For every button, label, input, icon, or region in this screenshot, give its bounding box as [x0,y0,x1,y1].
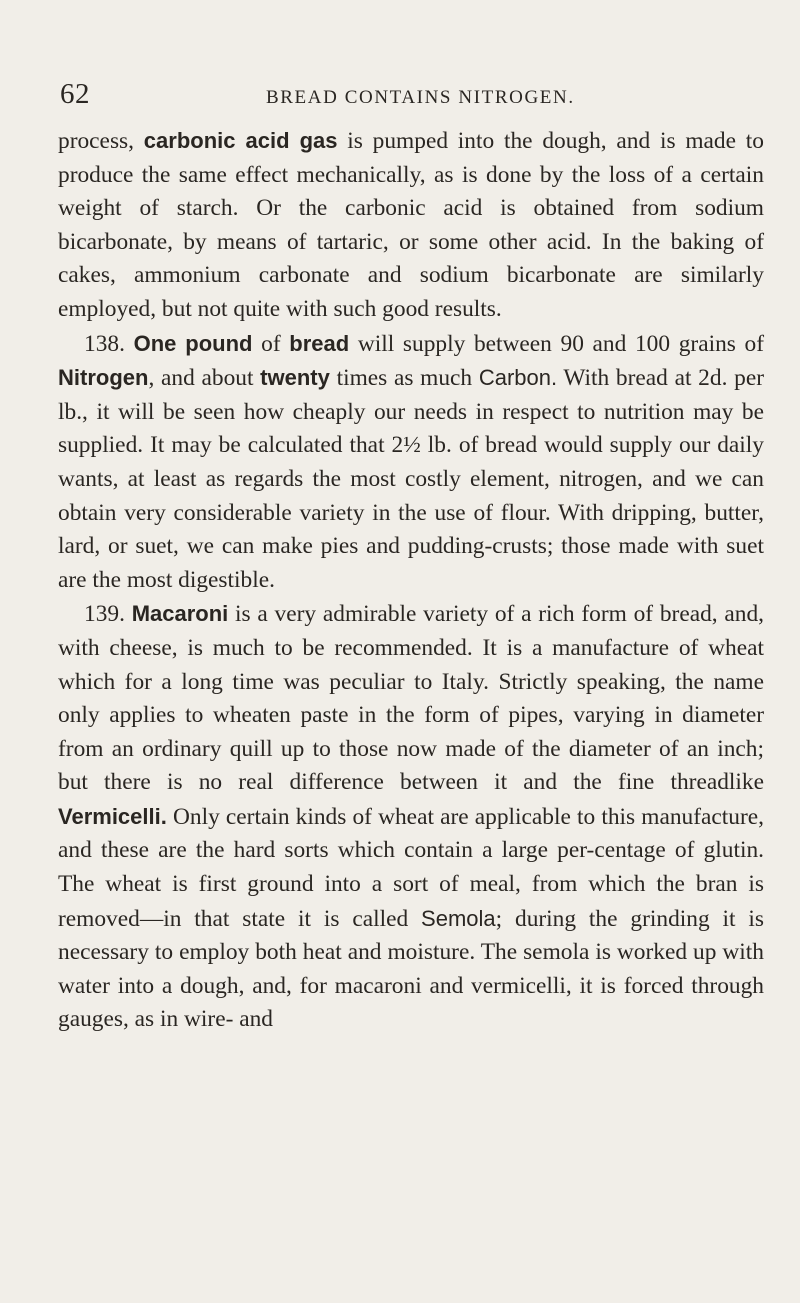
emphasis-macaroni: Macaroni [131,601,229,627]
paragraph-continuation [58,124,764,327]
emphasis-semola: Semola [421,905,496,931]
text-run: ; during the grinding it is necessary to employ both heat and moisture. The semola is worked up with water into a dough, and, for macaroni and vermicelli, it is forced through gauges, as in wire- and [58,905,764,1033]
text-run: of [252,330,290,357]
paragraph-139 [58,597,764,1037]
section-number: 139. [84,601,132,628]
text-run: will supply between 90 and 100 grains of [349,330,765,357]
running-head [60,78,760,112]
emphasis-bread: bread [289,330,350,356]
paragraph-138 [58,327,764,598]
emphasis-vermicelli: Vermicelli. [58,803,167,829]
text-run: With bread at 2d. per lb., it will be seen how cheaply our needs in respect to nutrition may be supplied. It may be calculated that 2½ lb. of bread would supply our daily wants, at least as regards the most costly element, nitrogen, and we can obtain very considerable variety in the use of flour. With dripping, butter, lard, or suet, we can make pies and pudding-crusts; those made with suet are the most digestible. [58,365,764,593]
emphasis-carbon: Carbon. [478,365,558,391]
text-run: , and about [148,365,261,392]
text-run: times as much [329,365,479,392]
section-number: 138. [84,330,134,357]
emphasis-carbonic-acid: carbonic acid gas [143,128,338,153]
emphasis-one-pound: One pound [133,330,253,356]
text-run: process, [58,128,144,154]
emphasis-twenty: twenty [260,365,330,391]
text-run: Only certain kinds of wheat are applicable to this manufacture, and these are the hard sorts which contain a large per-centage of glutin. The wheat is first ground into a sort of meal, from which the bran is removed—in that state it is called [58,803,764,932]
body-text [58,124,764,1037]
text-run: is a very admirable variety of a rich form of bread, and, with cheese, is much to be recommended. It is a manufacture of wheat which for a long time was peculiar to Italy. Strictly speaking, the name only applies to wheaten paste in the form of pipes, varying in diameter from an ordinary quill up to those now made of the diameter of an inch; but there is no real difference between it and the fine threadlike [58,601,764,796]
running-title: BREAD CONTAINS NITROGEN. [266,87,575,108]
text-run: is pumped into the dough, and is made to produce the same effect mechanically, as is done by the loss of a certain weight of starch. Or the carbonic acid is obtained from sodium bicarbonate, by means of tartaric, or some other acid. In the baking of cakes, ammonium carbonate and sodium bicarbonate are similarly employed, but not quite with such good results. [58,128,764,322]
page-number: 62 [60,78,90,110]
emphasis-nitrogen: Nitrogen [58,365,149,391]
